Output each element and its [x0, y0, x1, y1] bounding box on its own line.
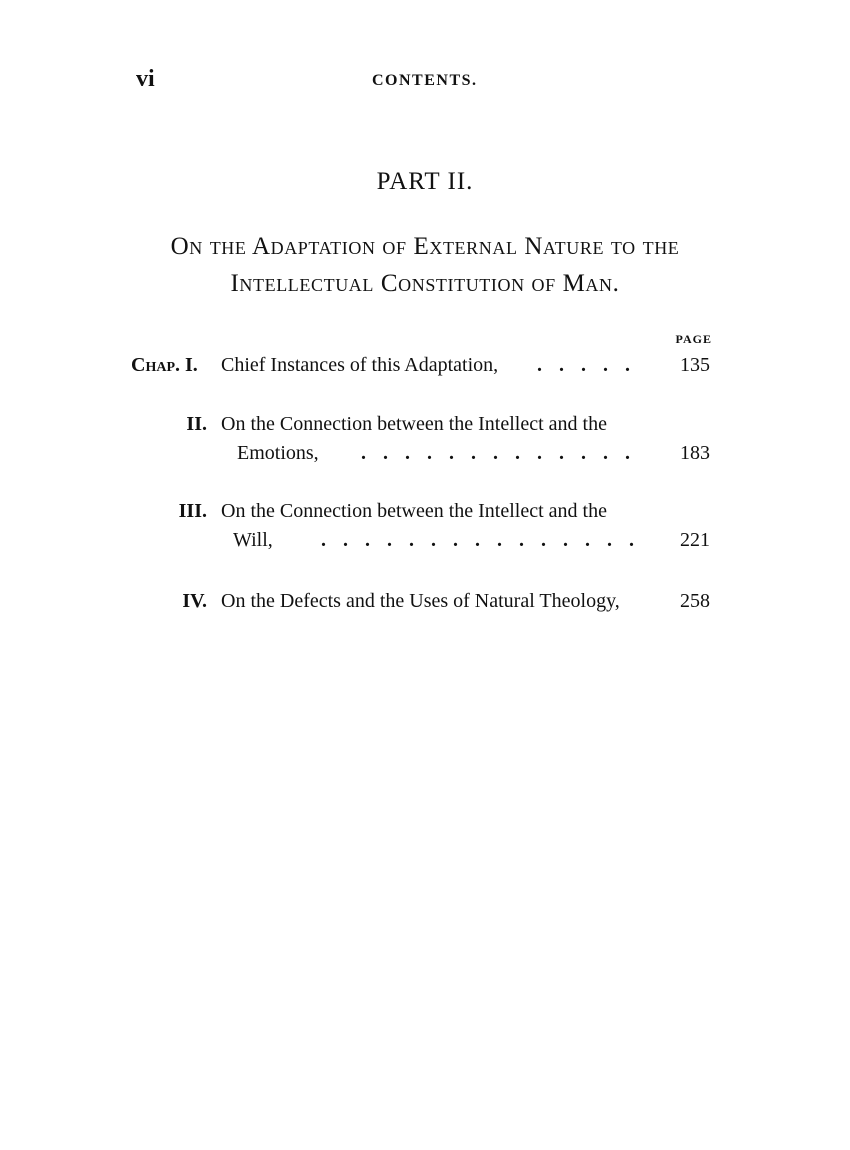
toc-entry-4-title: On the Defects and the Uses of Natural Theology,	[221, 590, 620, 612]
toc-entry-3-page: 221	[680, 529, 710, 551]
running-head	[0, 66, 850, 96]
toc-entry-3-leader: . . . . . . . . . . . . . . .	[321, 529, 640, 551]
toc-entry-2-line-1	[0, 413, 850, 439]
part-subtitle-line-1: On the Adaptation of External Nature to the	[170, 233, 680, 260]
toc-entry-4-page: 258	[680, 590, 710, 612]
toc-entry-3-title-line-2: Will,	[233, 529, 273, 551]
part-title: PART II.	[376, 168, 474, 195]
toc-entry-1	[0, 354, 850, 380]
part-subtitle-line-2: Intellectual Constitution of Man.	[230, 270, 620, 297]
toc-entry-3-title-line-1: On the Connection between the Intellect and the	[221, 500, 607, 522]
page-number: vi	[136, 66, 155, 92]
running-title: CONTENTS.	[372, 72, 478, 89]
toc-entry-2-line-2	[0, 442, 850, 468]
toc-entry-4	[0, 590, 850, 616]
toc-entry-1-numeral: I.	[185, 354, 198, 376]
chap-label: Chap.	[131, 354, 180, 376]
toc-entry-1-title: Chief Instances of this Adaptation,	[221, 354, 499, 376]
toc-entry-3-numeral: III.	[178, 500, 207, 522]
toc-entry-2-title-line-1: On the Connection between the Intellect and the	[221, 413, 607, 435]
toc-entry-3-line-1	[0, 500, 850, 526]
toc-entry-1-leader: . . . . .	[537, 354, 636, 376]
page-column-label: PAGE	[675, 332, 712, 346]
toc-entry-2-numeral: II.	[186, 413, 207, 435]
toc-entry-2-title-line-2: Emotions,	[237, 442, 319, 464]
toc-entry-4-numeral: IV.	[182, 590, 207, 612]
toc-entry-3-line-2	[0, 529, 850, 555]
part-subtitle	[115, 228, 735, 302]
toc-entry-2-page: 183	[680, 442, 710, 464]
toc-entry-2-leader: . . . . . . . . . . . . .	[361, 442, 636, 464]
toc-entry-1-page: 135	[680, 354, 710, 376]
